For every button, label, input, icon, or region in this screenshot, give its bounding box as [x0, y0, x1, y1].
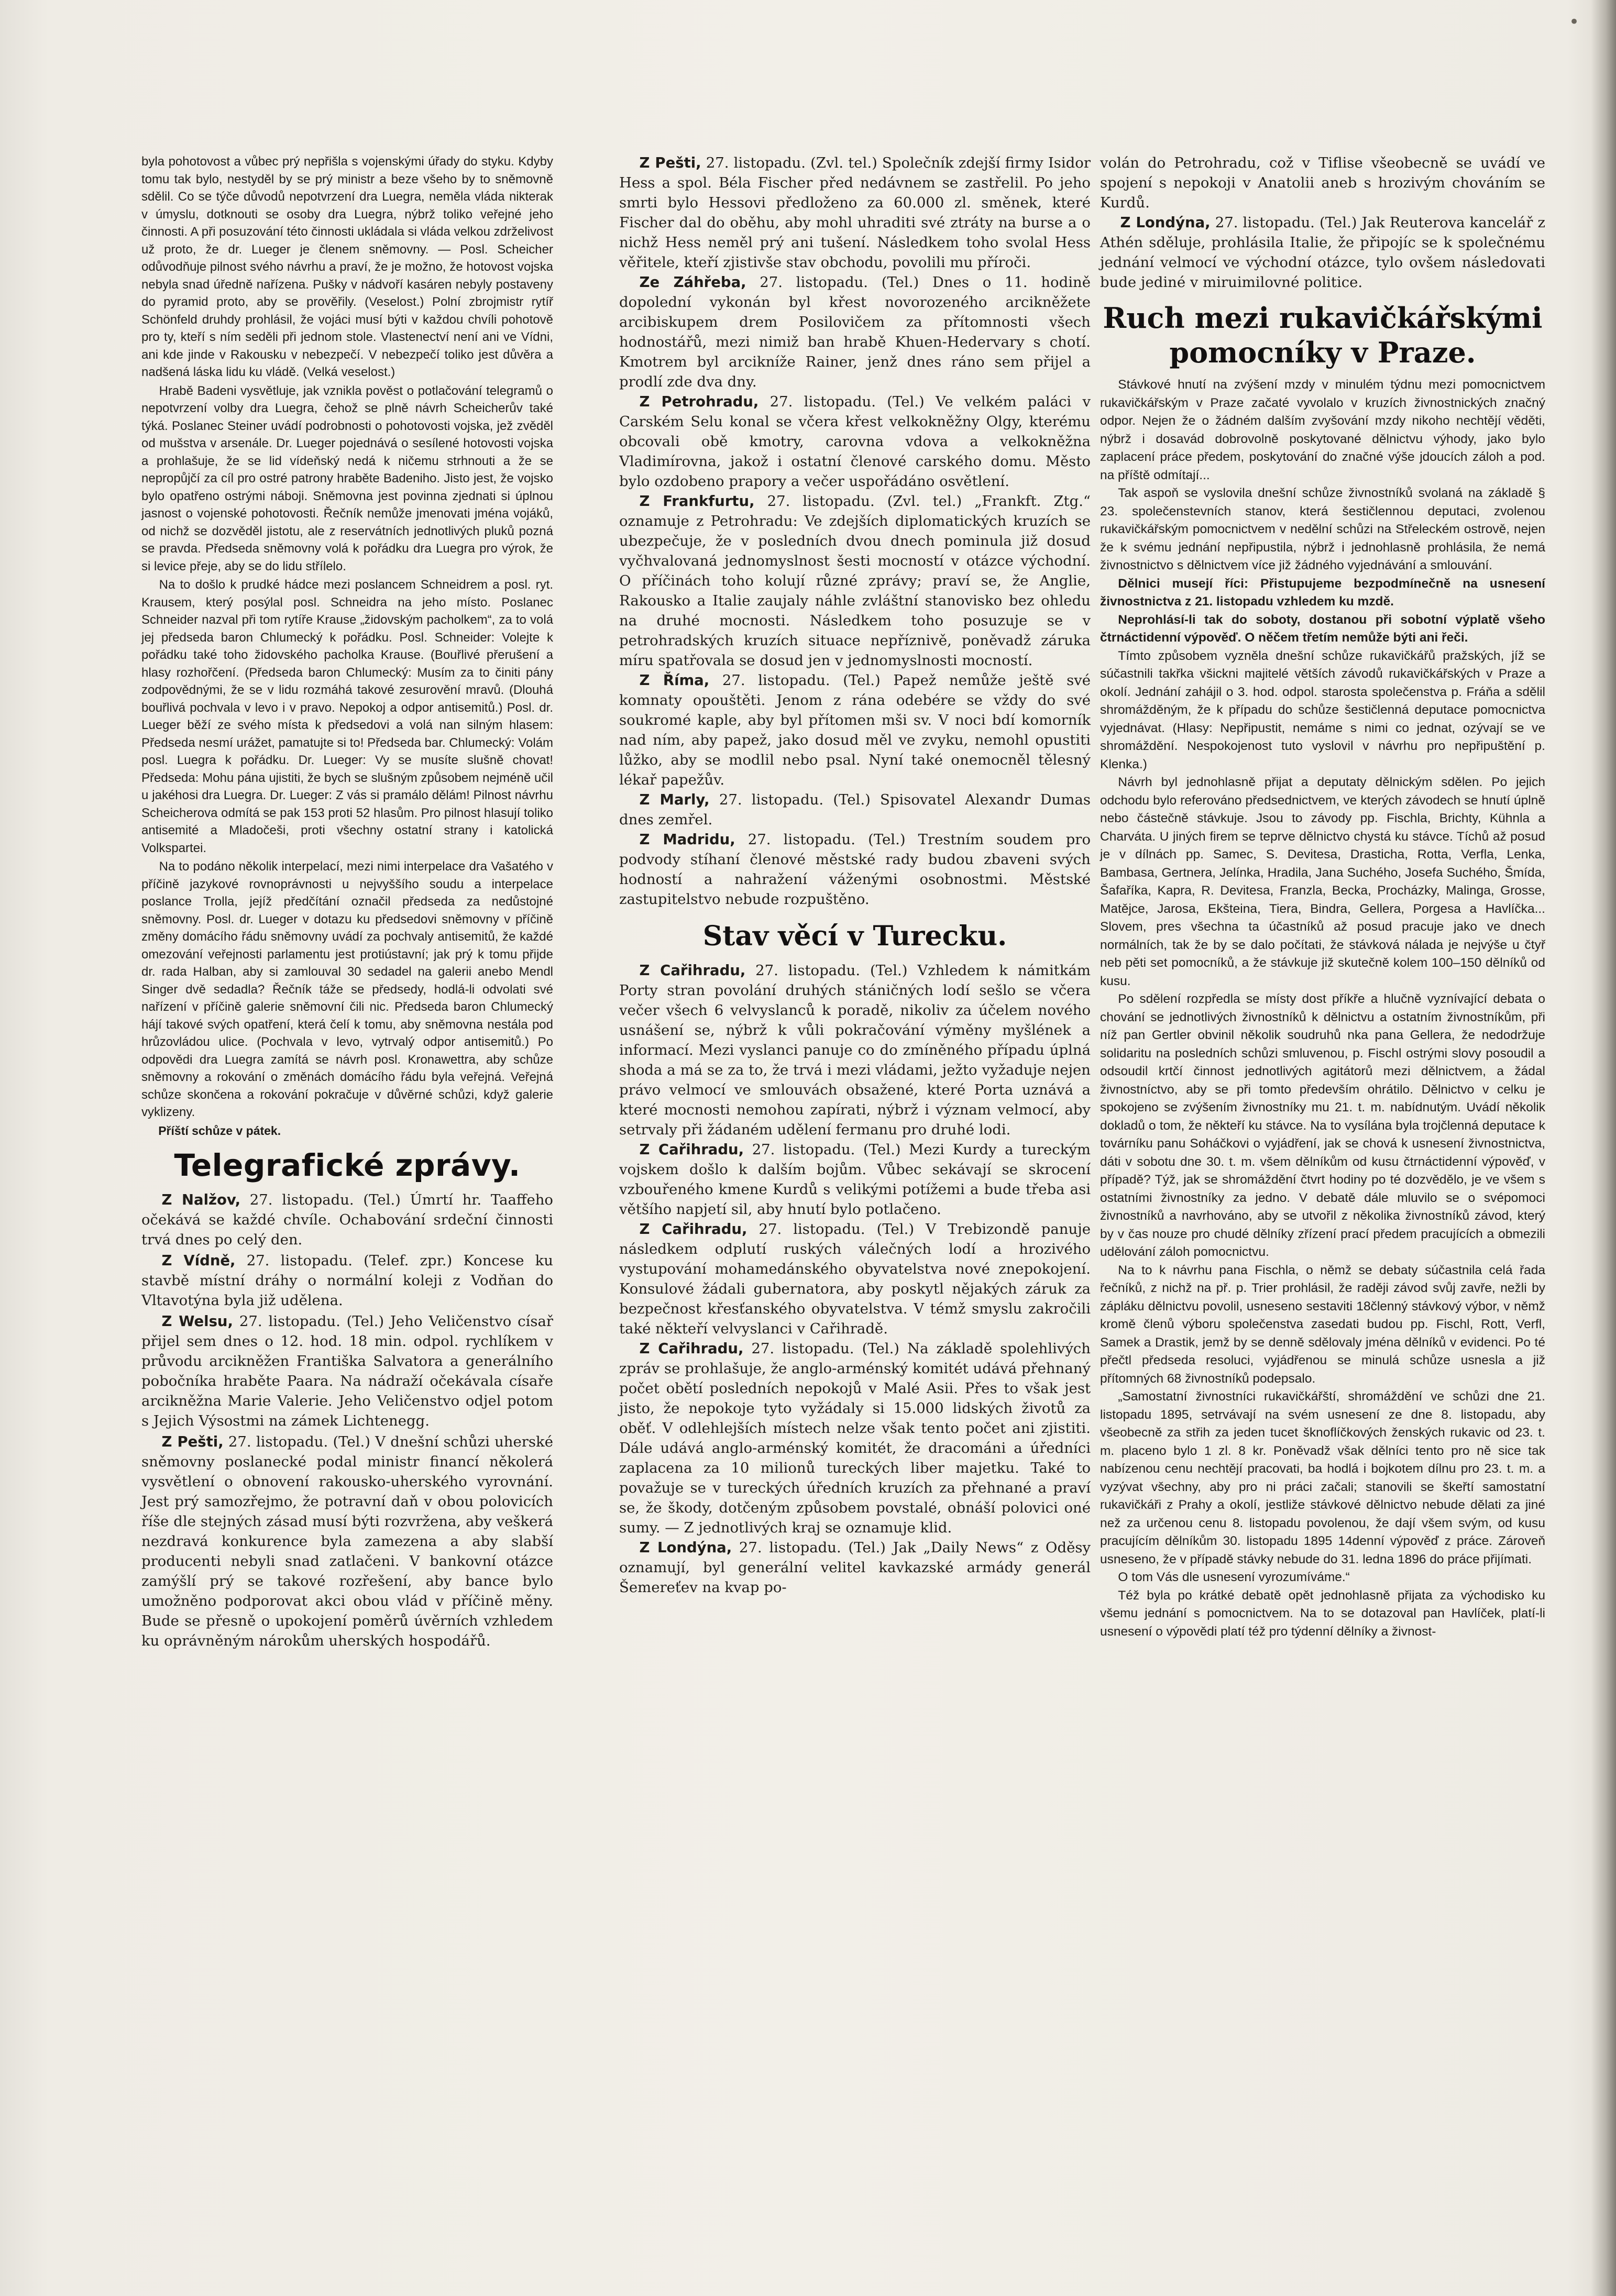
article-paragraph: Tak aspoň se vyslovila dnešní schůze živnostníků svolaná na základě § 23. společenstevních stanov, která šestičlennou deputaci, zvolenou rukavičkářským pomocnictvem v nedělní schůzi na Střeleckém ostrově, nejen že k svému jednání nepřipustila, nýbrž i jednohlasně prohlásila, že nemá živnostnictvo s dělnictvem více již žádného vyjednávání a smlouvání.	[1100, 486, 1545, 572]
article-paragraph: Též byla po krátké debatě opět jednohlasně přijata za východisko ku všemu jednání s pomocnictvem. Na to se dotazoval pan Havlíček, platí-li usnesení o výpovědi platí též pro týdenní dělníky a živnost-	[1100, 1588, 1545, 1639]
article-paragraph: O tom Vás dle usnesení vyrozumíváme.“	[1118, 1570, 1350, 1584]
telegram-item	[619, 961, 1091, 1140]
page-mark: •	[1568, 12, 1579, 32]
article-paragraph: Po sdělení rozpředla se místy dost příkře a hlučně vyznívající debata o chování se jednotlivých živnostníků k dělnictvu a ostatním živnostníkům, při níž pan Gertler obvinil několik soudruhů nka pana Gellera, že nedodržuje solidaritu na posledních schůzi smluvenou, p. Fischl ostrými slovy posoudil a odsoudil krtčí činnost jednotlivých agitátorů mezi dělnictvem, a žádal živnostníctvo, aby se při tomto především ohrátilo. Dělnictvo v celku je spokojeno se zvýšením živnostníky mu 21. t. m. nabídnutým. Uvádí několik dokladů o tom, že někteří ku stávce. Na to vysílána byla trojčlenná deputace k továrníku panu Soháčkovi o vyjádření, jak se chová k usnesení živnostnictva, dáti v sobotu dne 30. t. m. všem dělníkům od kusu čtrnáctidenní výpověď, v případě? Týž, jak se shromáždění čtvrt hodiny po té dozvědělo, je ve všem s ostatními živnostníky za jedno. V debatě dále mluvilo se o svépomoci živnostníků a navrhováno, aby se utvořil z několika živnostníků závod, který by v čas nouze pro chudé dělníky zřízení prací předem pracujících a obmezili udělování záloh pomocnictvu.	[1100, 992, 1545, 1259]
telegram-continuation: volán do Petrohradu, což v Tiflise všeobecně se uvádí ve spojení s nepokoji v Anatolii aneb s hrozivým chováním se Kurdů.	[1100, 154, 1545, 211]
article-paragraph: byla pohotovost a vůbec prý nepřišla s vojenskými úřady do styku. Kdyby tomu tak bylo, nestyděl by se prý ministr a beze všeho by to sněmovně sdělil. Co se týče důvodů nepotvrzení dra Luegra, neměla vláda nikterak v úmyslu, dotknouti se osoby dra Luegra, nýbrž toliko veřejné jeho činnosti. A při posuzování této činnosti ukládala si vláda velkou zdrželivost už proto, že dr. Lueger je členem sněmovny. — Posl. Scheicher odůvodňuje pilnost svého návrhu a praví, že je možno, že hotovost vojska nebyla snad úředně nařízena. Pušky v nádvoří kasáren nebyly postaveny do pyramid proto, aby se prověřily. (Veselost.) Polní zbrojmistr rytíř Schönfeld druhdy prohlásil, že vojáci musí býti v každou chvíli pohotově pro ty, kteří s ním seděli při jednom stole. Vlastenectví není ani ve Vídni, ani kde jinde v Rakousku v nebezpečí. V nebezpečí toliko jest důvěra a nadšená láska lidu ku vládě. (Velká veselost.)	[141, 154, 553, 379]
telegram-item	[141, 1432, 553, 1651]
article-paragraph: Hrabě Badeni vysvětluje, jak vznikla pověst o potlačování telegramů o nepotvrzení volby dra Luegra, čehož se plně návrh Scheicherův také týká. Poslanec Steiner uvádí podrobnosti o pohotovosti vojska, jež zvěděl od mušstva v arsenále. Dr. Lueger pojednává o sesílené hotovosti vojska a prohlašuje, že se lid vídeňský nedá k ničemu strhnouti a že se nepropůjčí za cíl pro ostré patrony hraběte Badeniho. Jisto jest, že vojsko bylo opatřeno ostrými náboji. Sněmovna jest povinna zjednati si úplnou jasnost o vojenské pohotovosti. Řečník nemůže jmenovati jména vojáků, od nichž se dozvěděl jistotu, ale z reservátních jednotlivých pluků pozná se pravda. Předseda sněmovny volá k pořádku dra Luegra pro výrok, že si levice přeje, aby se do lidu střílelo.	[141, 383, 553, 573]
telegram-text: 27. listopadu. (Tel.) Na základě spolehlivých zpráv se prohlašuje, že anglo-arménský komitét udává přehnaný počet obětí posledních nepokojů v Malé Asii. Přes to však jest jisto, že nepokoje tyto vyžádaly si 15.000 lidských životů za oběť. V odlehlejších místech nelze však tento počet ani zjistiti. Dále udává anglo-arménský komitét, že dracománi a úředníci zaplacena za 10 milionů tureckých liber majetku. Také to považuje se v tureckých úředních kruzích za přehnané a praví se, že škody, dotčeným způsobem povstalé, obnáší polovici oné sumy. — Z jednotlivých kraj se oznamuje klid.	[619, 1340, 1091, 1536]
telegram-text: 27. listopadu. (Tel.) V dnešní schůzi uherské sněmovny poslanecké podal ministr financí několerá vysvětlení o obnovení rakousko-uherského vyrovnání. Jest prý samozřejmo, že potravní daň v obou polovicích říše dle stejných zásad musí býti rozvržena, aby veškerá nezdravá konkurence byla zamezena a aby slabší producenti nebyli snad zatlačeni. V bankovní otázce zamýšlí prý se takové rozřešení, aby bance bylo umožněno podporovat akci obou vlád v příčině měny. Bude se přesně o upokojení poměrů úvěrních vzhledem ku oprávněným nárokům uherských hospodářů.	[141, 1433, 553, 1649]
telegram-item	[619, 790, 1091, 830]
telegram-item	[619, 1339, 1091, 1538]
dateline: Z Marly,	[639, 791, 710, 808]
telegram-text: 27. listopadu. (Tel.) Jak Reuterova kancelář z Athén sděluje, prohlásila Italie, že připojíc se k společnému jednání velmocí ve východní otázce, tylo ovšem následovati bude jediné v miruimilovné politice.	[1100, 214, 1545, 291]
article-paragraph: „Samostatní živnostníci rukavičkářští, shromáždění ve schůzi dne 21. listopadu 1895, setrvávají na svém usnesení ze dne 8. listopadu, aby všeobecně za střih za jeden tucet šknoflíčkových ženských rukavic od 23. t. m. placeno bylo 1 zl. 8 kr. Poněvadž však dělníci tento pro ně sice tak nabízenou cenu nechtějí pracovati, ba hodlá i bojkotem dílnu pro 23. t. m. a vyzývat všechny, aby pro ni práci začali; stanovili se škeřtí samostatní rukavičkáři z Prahy a okolí, jestliže stávkové dělnictvo nebude dělati za jiné než za určenou cenu 8. listopadu povolenou, že dají všem svým, od kusu pracujícím dělníkům 30. listopadu 1895 14denní výpověď z práce. Zároveň usneseno, že v případě stávky nebude do 31. ledna 1896 do práce přijímati.	[1100, 1389, 1545, 1566]
article-paragraph: Stávkové hnutí na zvýšení mzdy v minulém týdnu mezi pomocnictvem rukavičkářským v Praze začaté vyvolalo v kruzích živnostnických značný odpor. Nejen že o žádném dalším zvyšování mzdy nikoho nechtějí věděti, nýbrž i dosavád dobrovolně poskytované dělnictvu výhody, jako bylo zaplacení práce předem, poskytování do značné výše jdoucích záloh a pod. na příště odmítají...	[1100, 378, 1545, 482]
dateline: Z Madridu,	[639, 831, 735, 848]
telegram-item	[141, 1251, 553, 1310]
dateline: Z Cařihradu,	[639, 1141, 744, 1158]
telegram-text: 27. listopadu. (Tel.) Mezi Kurdy a tureckým vojskem došlo k dalším bojům. Vůbec sekávají se skrocení vzbouřeného kmene Kurdů s velikými potížemi a bude třeba asi většího napjetí sil, aby hnutí bylo potlačeno.	[619, 1141, 1091, 1218]
dateline: Z Cařihradu,	[639, 1340, 744, 1357]
left-column	[141, 153, 553, 1652]
article-paragraph: Tímto způsobem vyzněla dnešní schůze rukavičkářů pražských, jíž se súčastnili takřka všickni majitelé větších závodů rukavičkářských v Praze a okolí. Jednání zahájil o 3. hod. odpol. starosta společenstva p. Fráňa a sdělil shromážděným, že k případu do schůze šestičlenná deputace pomocnictva vyjednávat. (Hlasy: Nepřipustit, nemáme s nimi co jednat, ozývají se ve shromáždění. Nespokojenost tuto vyslovil v návrhu pro nepřipuštění p. Klenka.)	[1100, 648, 1545, 771]
telegram-item	[619, 830, 1091, 909]
telegram-item	[141, 1190, 553, 1250]
middle-column	[619, 153, 1091, 1597]
dateline: Z Říma,	[639, 672, 710, 689]
telegram-item	[619, 392, 1091, 491]
dateline: Z Pešti,	[639, 154, 701, 171]
telegram-item	[141, 1311, 553, 1431]
telegram-text: 27. listopadu. (Tel.) Papež nemůže ještě své komnaty opouštěti. Jenom z rána odebére se vždy do své soukromé kaple, aby byl přítomen mši sv. V noci bdí komorník nad ním, aby papež, jako dosud měl ve zvyku, nemohl opustiti lůžko, aby se modlil nebo psal. Nyní také onemocněl tělesný lékař papežův.	[619, 672, 1091, 788]
right-column	[1100, 153, 1545, 1641]
telegram-text: 27. listopadu. (Tel.) Úmrtí hr. Taaffeho očekává se každé chvíle. Ochabování srdeční činnosti trvá dnes po celý den.	[141, 1191, 553, 1248]
dateline: Z Cařihradu,	[639, 962, 746, 979]
telegram-list	[141, 1190, 553, 1651]
section-heading-glovemakers: Ruch mezi rukavičkářskými pomocníky v Praze.	[1103, 301, 1543, 369]
telegram-item	[619, 491, 1091, 670]
dateline: Z Vídně,	[161, 1252, 236, 1269]
telegram-text: 27. listopadu. (Tel.) V Trebizondě panuje následkem odplutí ruských válečných lodí a hrozivého vystupování mohamedánského obyvatelstva nové znepokojení. Konsulové žádali gubernatora, aby poskytl nějakých záruk za bezpečnost křesťanského obyvatelstva. V témž smyslu zakročili také někteří velvyslanci v Cařihradě.	[619, 1221, 1091, 1337]
next-session-note: Příští schůze v pátek.	[158, 1123, 281, 1138]
article-paragraph: Neprohlásí-li tak do soboty, dostanou při sobotní výplatě všeho čtrnáctidenní výpověď. O něčem třetím nemůže býti ani řeči.	[1100, 612, 1545, 645]
telegram-text: 27. listopadu. (Telef. zpr.) Koncese ku stavbě místní dráhy o normální koleji z Vodňan do Vltavotýna byla již udělena.	[141, 1252, 553, 1309]
article-paragraph: Návrh byl jednohlasně přijat a deputaty dělnickým sdělen. Po jejich odchodu bylo referováno předsednictvem, ve kterých závodech se hnutí úplně nebo částečně stávkuje. Jsou to závody pp. Fischla, Brichty, Kühnla a Charváta. U jiných firem se teprve dělnictvo chystá ku stávce. Tíchů až posud je v dílnách pp. Samec, S. Devitesa, Drasticha, Rotta, Verfla, Lenka, Bambasa, Gertnera, Jelínka, Hradila, Jana Suchého, Josefa Suchého, Šmída, Šafaříka, Kapra, R. Devitesa, Franzla, Becka, Procházky, Malinga, Grosse, Matějce, Jarosa, Ekšteina, Tiera, Bindra, Gellera, Porgesa a Havlíčka... Slovem, pres všechna ta účastníků až posud pracuje jako ve dnech normálních, tak že by se dalo počítati, že stávková nálada je nejvýše u čtyř neb pěti set pomocníků, a že stávkuje již skutečně kolem 100–150 dělníků od kusu.	[1100, 775, 1545, 988]
telegram-text: 27. listopadu. (Tel.) Spisovatel Alexandr Dumas dnes zemřel.	[619, 791, 1091, 828]
article-paragraph: Dělnici musejí říci: Přistupujeme bezpodmínečně na usnesení živnostnictva z 21. listopadu vzhledem ku mzdě.	[1100, 576, 1545, 609]
telegram-text: 27. listopadu. (Tel.) Vzhledem k námitkám Porty stran povolání druhých stáničných lodí sešlo se včera večer všech 6 velvyslanců k poradě, nikoliv za účelem nového usnášení se, nýbrž k vůli pokračování výměny myšlének a informací. Mezi vyslanci panuje co do zmíněného případu úplná shoda a má se za to, že trvá i mezi vládami, ježto vyžaduje nejen právo velmocí ve smlouvách obsažené, které Porta uznává a které mocnosti nemohou zapírati, nýbrž i význam velmocí, aby setrvaly při žádaném udělení fermanu pro druhé lodi.	[619, 962, 1091, 1138]
telegram-item	[619, 1219, 1091, 1339]
telegram-text: 27. listopadu. (Zvl. tel.) Společník zdejší firmy Isidor Hess a spol. Béla Fischer před nedávnem se zastřelil. Po jeho smrti bylo Hessovi předloženo za 60.000 zl. směnek, které Fischer dal do oběhu, aby mohl uhraditi své ztráty na burse a o nichž Hess neměl prý ani tušení. Následkem toho svolal Hess věřitele, kteří zjistivše stav obchodu, povolili mu příroči.	[619, 154, 1091, 271]
telegram-text: 27. listopadu. (Tel.) Jak „Daily News“ z Oděsy oznamují, byl generální velitel kavkazské armády generál Šemereťev na kvap po-	[619, 1539, 1091, 1596]
dateline: Z Petrohradu,	[639, 393, 759, 410]
article-paragraph: Na to došlo k prudké hádce mezi poslancem Schneidrem a posl. ryt. Krausem, který posýlal posl. Schneidra na jeho místo. Poslanec Schneider nazval při tom rytíře Krause „židovským pacholkem“, za to volá jej předseda baron Chlumecký k pořádku. Posl. Schneider: Volejte k pořádku také toho židovského pacholka Krause. (Bouřlivé přerušení a hlasy rozhořčení. (Předseda baron Chlumecký: Musím za to činiti pány zodpovědnými, že se v lidu rozmáhá takové zesurovění mravů. (Dlouhá bouřlivá pochvala v levo i v pravo. Nepokoj a odpor antisemitů.) Posl. dr. Lueger běží ze svého místa k předsedovi a volá nan silným hlasem: Předseda nesmí urážet, pamatujte si to! Předseda bar. Chlumecký: Volám posl. Luegra k pořádku. Dr. Lueger: Vy se musíte slušně chovat! Předseda: Mohu pána ujistiti, že bych se slušným způsobem nejméně učil u jakéhosi dra Luegra. Dr. Lueger: Z vás si pramálo dělám! Pilnost návrhu Scheicherova odmítá se pak 153 proti 52 hlasům. Pro pilnost hlasují toliko antisemité a Mladočeši, proti všechny ostatní strany i katolická Volkspartei.	[141, 578, 553, 855]
glovemakers-article	[1100, 376, 1545, 1641]
telegram-text: 27. listopadu. (Tel.) Dnes o 11. hodině dopolední vykonán byl křest novorozeného arcikněžete arcibiskupem drem Posilovičem za přítomnosti všech hodnostářů, mezi nimiž ban hrabě Khuen-Hedervary s chotí. Kmotrem byl arcikníže Rainer, jenž dnes ráno sem přijel a prodlí zde dva dny.	[619, 274, 1091, 390]
dateline: Z Cařihradu,	[639, 1221, 747, 1238]
dateline: Z Pešti,	[161, 1433, 224, 1450]
dateline: Z Londýna,	[639, 1539, 732, 1556]
dateline: Z Nalžov,	[161, 1191, 241, 1208]
section-heading-turkey: Stav věcí v Turecku.	[702, 920, 1007, 952]
dateline: Z Welsu,	[161, 1312, 233, 1330]
telegram-item	[619, 1538, 1091, 1597]
telegram-text: 27. listopadu. (Tel.) Jeho Veličenstvo císař přijel sem dnes o 12. hod. 18 min. odpol. rychlíkem v průvodu arcikněžen Františka Salvatora a generálního pobočníka hraběte Paara. Na nádraží očekávala císaře arcikněžna Marie Valerie. Jeho Veličenstvo odjel potom s Jejich Výsostmi na zámek Lichtenegg.	[141, 1312, 554, 1429]
article-paragraph: Na to podáno několik interpelací, mezi nimi interpelace dra Vašatého v příčině jazykové rovnoprávnosti u nejvyššího soudu a interpelace poslance Trolla, jejíž předčítání označil předseda za nedůstojné sněmovny. Posl. dr. Lueger v dotazu ku předsedovi sněmovny v příčině změny domácího řádu sněmovny uvádí za pochvaly antisemitů, že každé omezování veřejnosti parlamentu jest protiústavní; jak prý k tomu přijde dr. rada Halban, aby si zamlouval 30 sedadel na galerii anebo Mendl Singer dvě sedadla? Řečník táže se předsedy, hodlá-li odvolati své nařízení v příčině galerie sněmovní čili nic. Předseda baron Chlumecký hájí takové svých opatření, která čelí k tomu, aby sněmovna nestála pod hrůzovládou ulice. (Pochvala v levo, vytrvalý odpor antisemitů.) Po odpovědi dra Luegra zamítá se návrh posl. Kronawettra, aby schůze sněmovny a rokování o změnách domácího řádu byla veřejná. Veřejná schůze skončena a rokování pokračuje v důvěrné schůzi, když galerie vyklizeny.	[141, 859, 553, 1119]
telegram-item	[619, 153, 1091, 272]
telegram-text: 27. listopadu. (Zvl. tel.) „Frankft. Ztg.“ oznamuje z Petrohradu: Ve zdejších diplomatických kruzích se ubezpečuje, že v posledních dvou dnech pominula již dosud vyčhvalovaná jednomyslnost šesti mocností v otázce východní. O příčinách toho kolují různé zprávy; praví se, že Anglie, Rakousko a Italie zaujaly náhle zvláštní stanovisko bez ohledu na druhé mocnosti. Následkem toho posuzuje se v petrohradských kruzích situace nepříznivě, poněvadž záruka míru spatřovala se dosud jen v jednomyslnosti mocností.	[619, 493, 1091, 669]
dateline: Z Londýna,	[1120, 214, 1211, 231]
article-paragraph: Na to k návrhu pana Fischla, o němž se debaty súčastnila celá řada řečníků, z nichž na př. p. Trier prohlásil, že raději závod svůj zavře, nežli by zápláku dělnictvu povolil, usneseno sestaviti 18členný stávkový výbor, v němž kromě členů výboru společenstva zasedati budou pp. Fischl, Rott, Verfl, Samek a Drastik, jemž by se denně sdělovaly jména dělníků v evidenci. Po té přečtl předseda resoluci, vyjádřenou se minulá schůze usnesla a již přítomných 68 živnostníků podepsalo.	[1100, 1263, 1545, 1386]
page-edge-shadow	[1591, 0, 1616, 2296]
dateline: Z Frankfurtu,	[639, 493, 755, 510]
dateline: Ze Záhřeba,	[639, 274, 746, 291]
telegram-item	[1100, 213, 1545, 292]
telegram-item	[619, 272, 1091, 392]
telegram-text: 27. listopadu. (Tel.) Trestním soudem pro podvody stíhaní členové městské rady budou zbaveni svých hodností a nahražení váženými osobnostmi. Městské zastupitelstvo nebude rozpuštěno.	[619, 831, 1091, 908]
telegram-item	[619, 1140, 1091, 1219]
telegram-text: 27. listopadu. (Tel.) Ve velkém paláci v Carském Selu konal se včera křest velkokněžny Olgy, kterému obcovali obě kmotry, carovna vdova a velkokněžna Vladimírovna, jakož i ostatní členové carského domu. Město bylo ozdobeno prapory a večer uspořádáno osvětlení.	[619, 393, 1091, 490]
section-heading-telegrams: Telegrafické zprávy.	[174, 1147, 521, 1183]
telegram-item	[619, 670, 1091, 790]
